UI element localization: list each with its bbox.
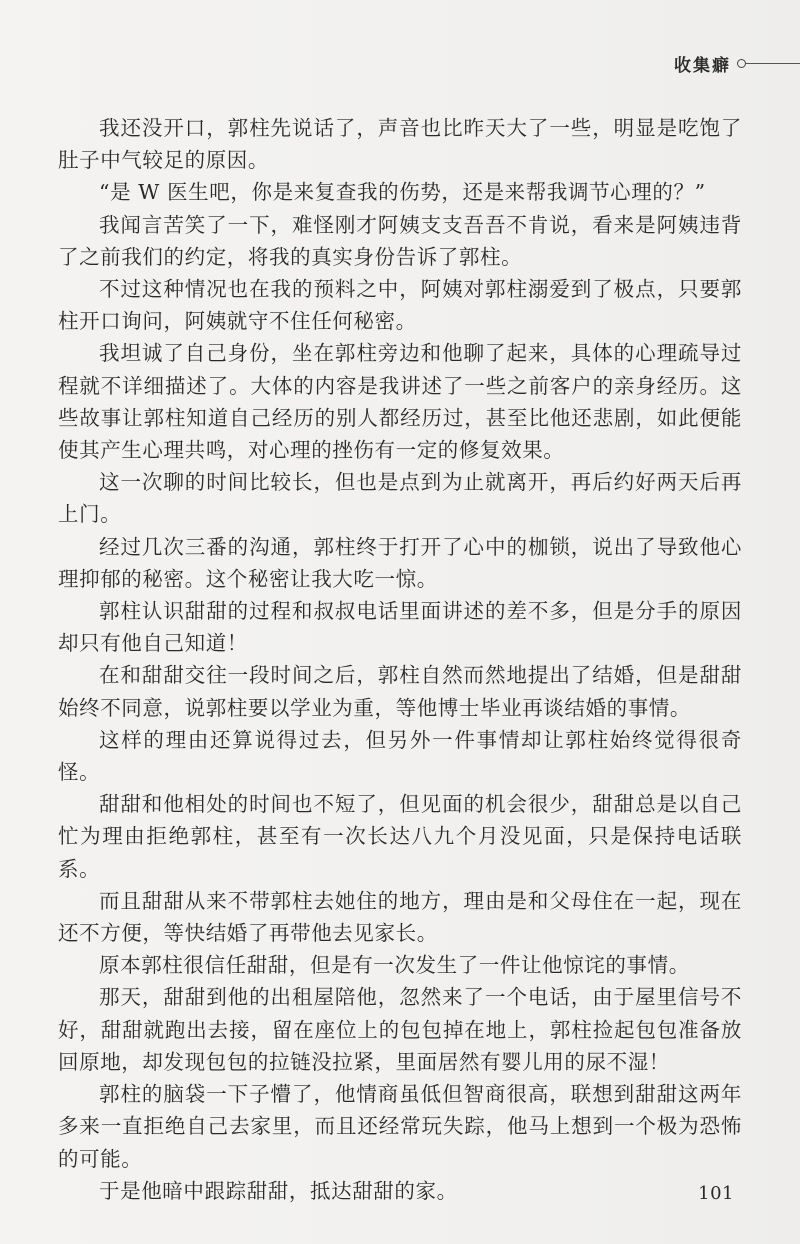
paragraph: 这样的理由还算说得过去，但另外一件事情却让郭柱始终觉得很奇怪。 bbox=[58, 727, 742, 785]
paragraph: 我闻言苦笑了一下，难怪刚才阿姨支支吾吾不肯说，看来是阿姨违背了之前我们的约定，将我的真实身份告诉了郭柱。 bbox=[58, 212, 742, 269]
paragraph: 原本郭柱很信任甜甜，但是有一次发生了一件让他惊诧的事情。 bbox=[99, 953, 690, 978]
paragraph: 经过几次三番的沟通，郭柱终于打开了心中的枷锁，说出了导致他心理抑郁的秘密。这个秘密让我大吃一惊。 bbox=[58, 534, 742, 591]
paragraph: 郭柱的脑袋一下子懵了，他情商虽低但智商很高，联想到甜甜这两年多来一直拒绝自己去家里，而且还经常玩失踪，他马上想到一个极为恐怖的可能。 bbox=[58, 1082, 742, 1171]
paragraph: 我坦诚了自己身份，坐在郭柱旁边和他聊了起来，具体的心理疏导过程就不详细描述了。大体的内容是我讲述了一些之前客户的亲身经历。这些故事让郭柱知道自己经历的别人都经历过，甚至比他还悲剧，如此便能使其产生心理共鸣，对心理的挫伤有一定的修复效果。 bbox=[58, 341, 742, 463]
paragraph: 而且甜甜从来不带郭柱去她住的地方，理由是和父母住在一起，现在还不方便，等快结婚了再带他去见家长。 bbox=[58, 888, 742, 946]
header-rule-line bbox=[746, 63, 800, 64]
paragraph: 不过这种情况也在我的预料之中，阿姨对郭柱溺爱到了极点，只要郭柱开口询问，阿姨就守不住任何秘密。 bbox=[58, 277, 742, 334]
paragraph: 于是他暗中跟踪甜甜，抵达甜甜的家。 bbox=[99, 1178, 458, 1203]
paragraph: 那天，甜甜到他的出租屋陪他，忽然来了一个电话，由于屋里信号不好，甜甜就跑出去接，留在座位上的包包掉在地上，郭柱捡起包包准备放回原地，却发现包包的拉链没拉紧，里面居然有婴儿用的尿不湿！ bbox=[58, 985, 742, 1074]
paragraph: 在和甜甜交往一段时间之后，郭柱自然而然地提出了结婚，但是甜甜始终不同意，说郭柱要以学业为重，等他博士毕业再谈结婚的事情。 bbox=[58, 663, 742, 720]
running-header bbox=[674, 48, 800, 78]
chapter-title: 收集癖 bbox=[674, 55, 731, 76]
paragraph: “是 W 医生吧，你是来复查我的伤势，还是来帮我调节心理的？” bbox=[99, 180, 706, 205]
page-number: 101 bbox=[698, 1183, 734, 1204]
paragraph: 这一次聊的时间比较长，但也是点到为止就离开，再后约好两天后再上门。 bbox=[58, 470, 742, 527]
header-circle-ornament bbox=[737, 59, 746, 68]
paragraph: 我还没开口，郭柱先说话了，声音也比昨天大了一些，明显是吃饱了肚子中气较足的原因。 bbox=[58, 116, 742, 173]
paragraph: 郭柱认识甜甜的过程和叔叔电话里面讲述的差不多，但是分手的原因却只有他自己知道！ bbox=[58, 599, 742, 656]
body-text bbox=[58, 112, 742, 1207]
paragraph: 甜甜和他相处的时间也不短了，但见面的机会很少，甜甜总是以自己忙为理由拒绝郭柱，甚至有一次长达八九个月没见面，只是保持电话联系。 bbox=[58, 792, 742, 881]
